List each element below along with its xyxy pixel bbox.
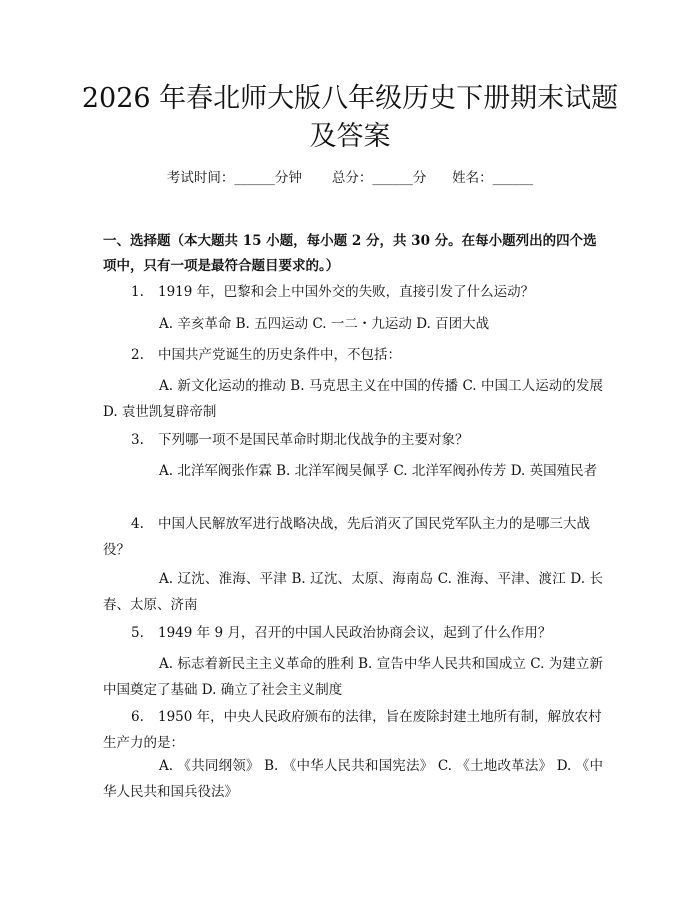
option-c: C. 北洋军阀孙传芳 xyxy=(393,463,507,479)
option-b: B. 五四运动 xyxy=(235,316,309,332)
option-d: D. 袁世凯复辟帝制 xyxy=(103,404,217,420)
question-text: 中国共产党诞生的历史条件中，不包括： xyxy=(158,347,401,363)
question-text: 下列哪一项不是国民革命时期北伐战争的主要对象？ xyxy=(158,432,469,448)
question-number: 2. xyxy=(131,347,144,363)
question-3-options xyxy=(103,458,603,484)
section-title: 一、选择题（本大题共 15 小题，每小题 2 分，共 30 分。在每小题列出的四个选项中，只有一项是最符合题目要求的。） xyxy=(103,233,597,274)
question-6-options xyxy=(103,753,603,805)
option-c: C. 为建立新中国奠定了基础 xyxy=(103,656,603,698)
option-d: D. 百团大战 xyxy=(416,316,490,332)
time-label: 考试时间： xyxy=(166,170,235,186)
title-line-2: 及答案 xyxy=(309,121,391,152)
question-number: 1. xyxy=(131,284,144,300)
question-text: 1919 年，巴黎和会上中国外交的失败，直接引发了什么运动？ xyxy=(158,284,535,300)
question-2-options xyxy=(103,373,603,425)
question-5-options xyxy=(103,651,603,703)
option-d: D. 确立了社会主义制度 xyxy=(201,682,343,698)
question-5-stem xyxy=(103,620,603,646)
exam-info xyxy=(0,168,700,188)
option-c: C. 中国工人运动的发展 xyxy=(462,378,603,394)
question-6-stem xyxy=(103,704,603,756)
name-blank: ______ xyxy=(492,170,534,186)
option-a: A. 辛亥革命 xyxy=(159,316,232,332)
option-b: B. 宣告中华人民共和国成立 xyxy=(358,656,526,672)
score-label: 总分： xyxy=(331,170,373,186)
option-c: C. 《土地改革法》 xyxy=(437,758,553,774)
question-text: 1949 年 9 月，召开的中国人民政治协商会议，起到了什么作用？ xyxy=(158,625,552,641)
option-d: D. 长春、太原、济南 xyxy=(103,571,603,613)
question-number: 6. xyxy=(131,709,144,725)
score-unit: 分 xyxy=(412,170,427,186)
option-d: D. 英国殖民者 xyxy=(510,463,598,479)
option-a: A. 《共同纲领》 xyxy=(159,758,260,774)
option-a: A. 辽沈、淮海、平津 xyxy=(159,571,287,587)
question-number: 5. xyxy=(131,625,144,641)
question-text: 1950 年，中央人民政府颁布的法律，旨在废除封建土地所有制，解放农村生产力的是： xyxy=(103,709,602,751)
option-c: C. 一二・九运动 xyxy=(312,316,412,332)
question-3-stem xyxy=(103,427,603,453)
option-a: A. 北洋军阀张作霖 xyxy=(159,463,272,479)
question-1-stem xyxy=(103,279,603,305)
question-number: 4. xyxy=(131,516,144,532)
question-2-stem xyxy=(103,342,603,368)
name-label: 姓名： xyxy=(452,170,493,186)
document-title xyxy=(60,80,640,156)
title-line-1: 2026 年春北师大版八年级历史下册期末试题 xyxy=(81,83,619,114)
option-b: B. 马克思主义在中国的传播 xyxy=(290,378,459,394)
time-blank: ______ xyxy=(234,170,275,186)
option-d: D. 《中华人民共和国兵役法》 xyxy=(103,758,603,800)
time-unit: 分钟 xyxy=(274,170,302,186)
option-a: A. 标志着新民主主义革命的胜利 xyxy=(159,656,354,672)
option-b: B. 辽沈、太原、海南岛 xyxy=(291,571,434,587)
question-number: 3. xyxy=(131,432,144,448)
option-b: B. 北洋军阀吴佩孚 xyxy=(276,463,390,479)
option-b: B. 《中华人民共和国宪法》 xyxy=(264,758,434,774)
question-4-options xyxy=(103,566,603,618)
option-c: C. 淮海、平津、渡江 xyxy=(437,571,566,587)
score-blank: ______ xyxy=(372,170,413,186)
option-a: A. 新文化运动的推动 xyxy=(159,378,286,394)
question-1-options xyxy=(103,311,603,337)
question-4-stem xyxy=(103,511,603,563)
question-text: 中国人民解放军进行战略决战，先后消灭了国民党军队主力的是哪三大战役？ xyxy=(103,516,590,558)
